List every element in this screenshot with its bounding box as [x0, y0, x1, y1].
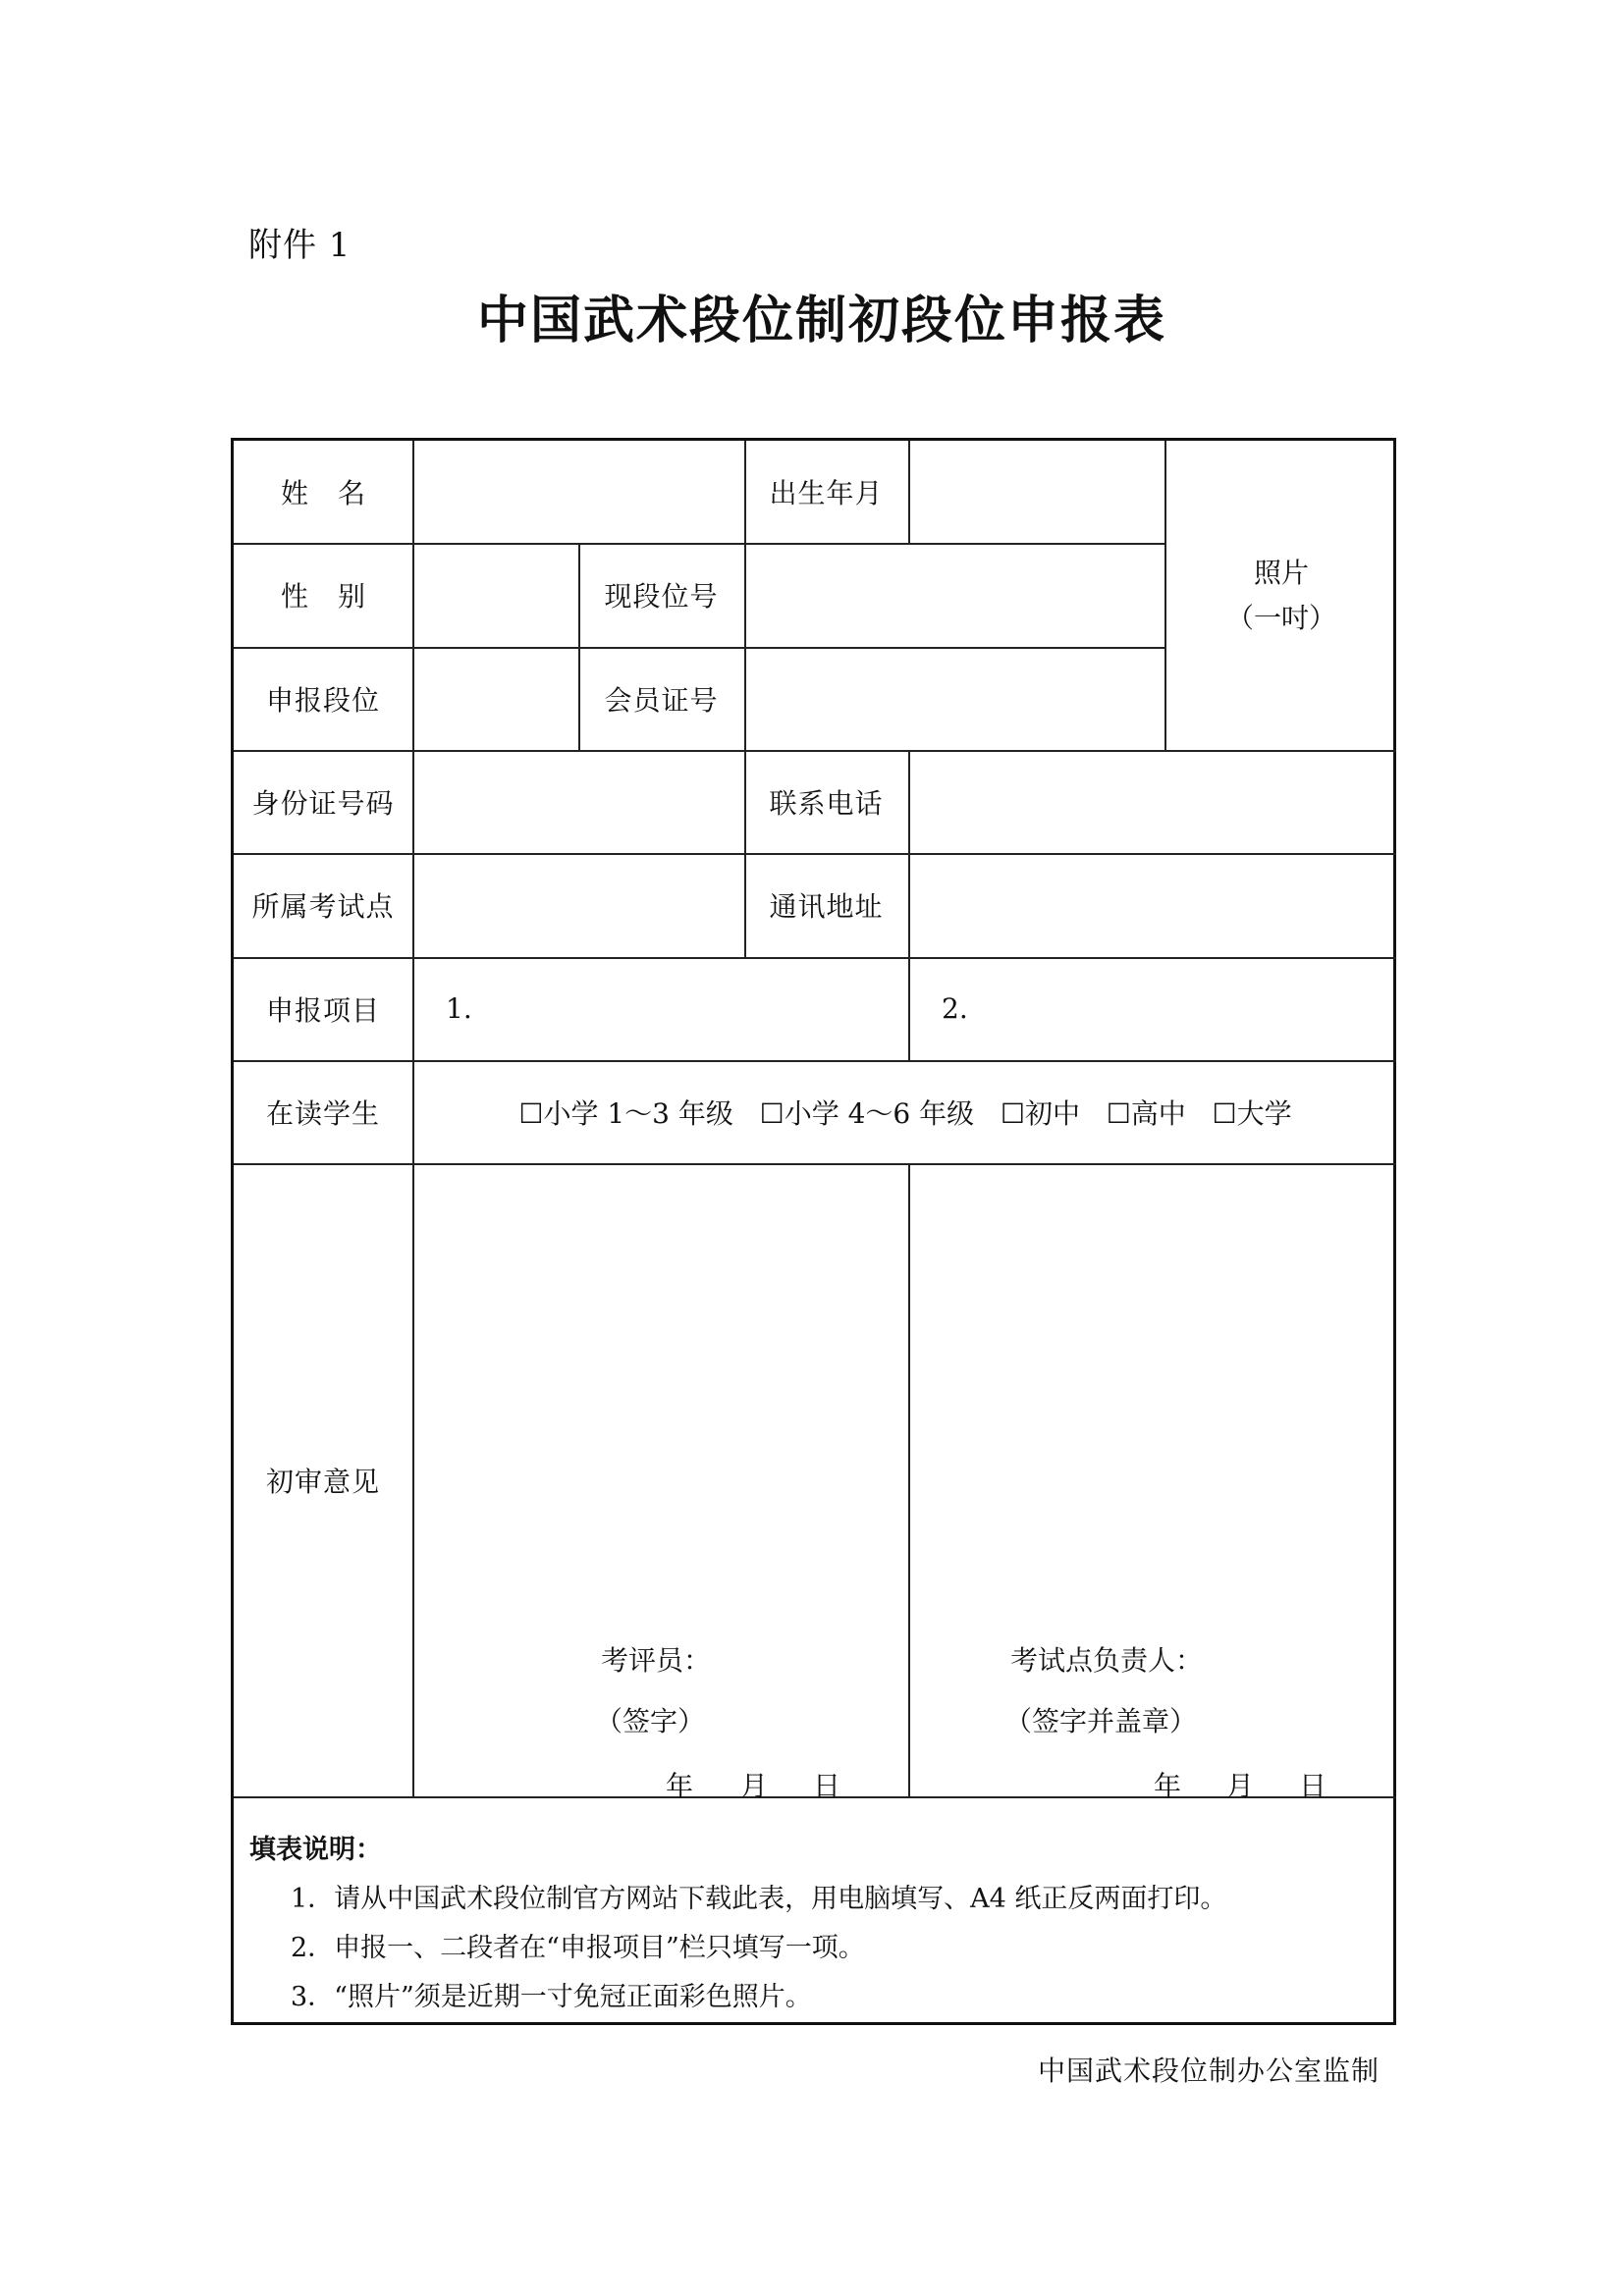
- address-field[interactable]: [910, 853, 1396, 957]
- checkbox-icon[interactable]: ☐: [1000, 1096, 1025, 1130]
- project-1-number: 1.: [446, 992, 472, 1025]
- review-label: 初审意见: [265, 1465, 380, 1498]
- application-form-table: [231, 438, 1396, 2025]
- phone-field[interactable]: [910, 750, 1396, 853]
- note-item: 1．请从中国武术段位制官方网站下载此表，用电脑填写、A4 纸正反两面打印。: [291, 1884, 1227, 1914]
- student-label: 在读学生: [265, 1096, 380, 1130]
- examiner-review-field[interactable]: [414, 1163, 908, 1802]
- exam-site-field[interactable]: [414, 853, 744, 957]
- birth-field[interactable]: [910, 441, 1164, 543]
- notes-title: 填表说明：: [249, 1835, 382, 1865]
- notes-section: [234, 1798, 1393, 2025]
- id-number-field[interactable]: [414, 750, 744, 853]
- exam-site-label: 所属考试点: [251, 890, 395, 923]
- footer-issuer: 中国武术段位制办公室监制: [1037, 2055, 1380, 2087]
- date-month: 月: [740, 1770, 769, 1802]
- student-option[interactable]: ☐小学 1～3 年级: [518, 1096, 733, 1130]
- note-item: 2．申报一、二段者在“申报项目”栏只填写一项。: [291, 1933, 865, 1963]
- address-label: 通讯地址: [769, 890, 884, 923]
- examiner-sign-note: （签字）: [595, 1705, 706, 1737]
- photo-label: 照片: [1253, 556, 1309, 589]
- project-label: 申报项目: [265, 993, 380, 1027]
- checkbox-icon[interactable]: ☐: [759, 1096, 785, 1130]
- checkbox-icon[interactable]: ☐: [1106, 1096, 1131, 1130]
- student-option[interactable]: ☐初中: [1000, 1096, 1080, 1130]
- checkbox-icon[interactable]: ☐: [518, 1096, 544, 1130]
- member-no-label: 会员证号: [604, 683, 719, 717]
- gender-label: 性别: [280, 580, 395, 613]
- birth-label: 出生年月: [769, 477, 884, 509]
- apply-rank-field[interactable]: [414, 647, 578, 750]
- student-option[interactable]: ☐高中: [1106, 1096, 1186, 1130]
- date-day: 日: [1299, 1770, 1327, 1802]
- date-month: 月: [1226, 1770, 1255, 1802]
- photo-box[interactable]: [1166, 441, 1396, 750]
- student-option[interactable]: ☐大学: [1212, 1096, 1292, 1130]
- photo-size-label: （一吋）: [1225, 601, 1336, 634]
- current-rank-label: 现段位号: [604, 580, 719, 613]
- project-2-number: 2.: [942, 992, 968, 1025]
- project-2-field[interactable]: [910, 957, 1396, 1060]
- site-head-label: 考试点负责人：: [1010, 1644, 1204, 1677]
- member-no-field[interactable]: [746, 647, 1164, 750]
- checkbox-icon[interactable]: ☐: [1212, 1096, 1237, 1130]
- date-year: 年: [666, 1770, 694, 1802]
- site-head-sign-note: （签字并盖章）: [1004, 1705, 1198, 1737]
- current-rank-field[interactable]: [746, 543, 1164, 647]
- project-1-field[interactable]: [414, 957, 908, 1060]
- attachment-label: 附件 1: [248, 226, 352, 265]
- date-day: 日: [813, 1770, 841, 1802]
- name-field[interactable]: [414, 441, 744, 543]
- id-number-label: 身份证号码: [251, 786, 395, 820]
- note-item: 3．“照片”须是近期一寸免冠正面彩色照片。: [291, 1982, 812, 2012]
- page-title: 中国武术段位制初段位申报表: [476, 292, 1166, 350]
- date-year: 年: [1154, 1770, 1182, 1802]
- gender-field[interactable]: [414, 543, 578, 647]
- student-options: [414, 1060, 1396, 1163]
- apply-rank-label: 申报段位: [265, 683, 380, 717]
- site-head-review-field[interactable]: [910, 1163, 1396, 1802]
- name-label: 姓名: [280, 477, 395, 509]
- phone-label: 联系电话: [769, 786, 884, 820]
- student-option[interactable]: ☐小学 4～6 年级: [759, 1096, 975, 1130]
- examiner-label: 考评员：: [601, 1644, 712, 1677]
